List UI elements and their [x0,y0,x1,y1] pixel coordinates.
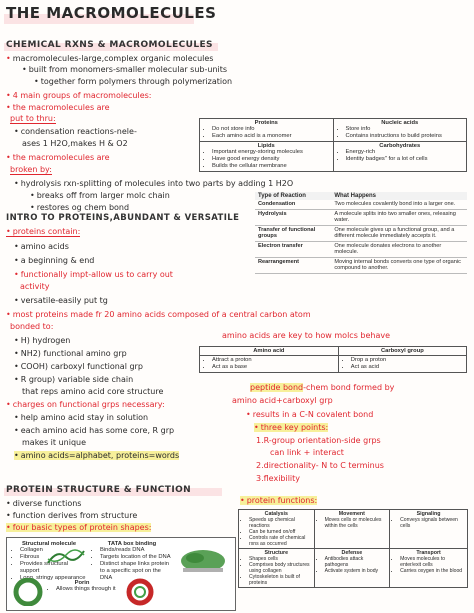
cell-heading: Carbohydrates [379,143,421,149]
col-header: Carboxyl group [338,347,466,356]
note-line: • condensation reactions-nele- [14,127,137,136]
note-line: 3.flexibility [256,474,301,483]
note-line: • R group) variable side chain [14,375,133,384]
reaction-desc: Two molecules covalently bond into a larger one. [331,200,467,209]
cell-item: • Important energy-storing molecules [212,149,330,156]
functions-heading: • protein functions: [240,496,317,505]
shape-item: • Collagen [20,547,87,554]
shape-porin [47,580,117,593]
cell-item: • Have good energy density [212,156,330,163]
note-line: amino acids are key to how molcs behave [222,331,391,340]
function-title: Defense [341,550,363,556]
function-item: • Can be turned on/off [249,529,311,535]
note-line: • H) hydrogen [14,336,70,345]
function-item: • Antibodies attack pathogens [325,556,387,568]
shape-item: • Allows things through it [56,586,117,593]
note-line: • diverse functions [6,499,81,508]
function-title: Transport [416,550,441,556]
note-line: 1.R-group orientation-side grps [256,436,381,445]
page-title: THE MACROMOLECULES [6,4,217,22]
function-item: • Carries oxygen in the blood [400,568,464,574]
note-line: • 4 main groups of macromolecules: [6,91,152,100]
note-text: -chem bond formed by [303,383,395,392]
shape-item: • Targets location of the DNA [100,554,173,561]
porin-protein-icon [13,578,43,606]
shape-tata [91,541,173,582]
cell-item: • Attract a proton [212,357,335,364]
note-line: • the macromolecules are [6,153,110,162]
note-line: • the macromolecules are [6,103,110,112]
note-line: • built from monomers-smaller molecular sub-units [22,65,227,74]
note-line: • charges on functional grps necessary: [6,400,165,409]
function-item: • Conveys signals between cells [400,517,464,529]
note-line: ases 1 H2O,makes H & O2 [22,139,128,148]
function-item: • Moves molecules to enter/exit cells [400,556,464,568]
cell-item: • Drop a proton [351,357,463,364]
reaction-type: Rearrangement [255,257,331,273]
function-item: • Activate system in body [325,568,387,574]
note-line: • proteins contain: [6,227,80,237]
shape-item: • Long, stringy appearance [20,575,87,582]
function-item: • Moves cells or molecules within the cells [325,517,387,529]
section-heading-structure: PROTEIN STRUCTURE & FUNCTION [6,485,192,495]
amino-carboxyl-table [199,346,467,373]
porin-protein-icon [125,578,155,606]
note-line: • together form polymers through polymerization [34,77,232,86]
term-peptide-bond: peptide bond [250,383,304,392]
col-header: What Happens [331,192,467,200]
section-heading-reactions: CHEMICAL RXNS & MACROMOLECULES [6,40,213,50]
function-item: • Shapes cells [249,556,311,562]
note-line: • most proteins made fr 20 amino acids composed of a central carbon atom [6,310,311,319]
reaction-desc: A molecule splits into two smaller ones, releasing water. [331,209,467,225]
reaction-desc: One molecule gives up a functional group, and a different molecule immediately accepts it. [331,225,467,241]
function-title: Signaling [416,511,441,517]
protein-shapes-figure [6,537,236,611]
shape-item: • Fibrous [20,554,87,561]
note-line: • functionally impt-allow us to carry out [14,270,173,279]
note-line: bonded to: [10,322,54,331]
shape-item: • Binds/reads DNA [100,547,173,554]
note-line: • COOH) carboxyl functional grp [14,362,143,371]
collagen-fiber-icon [47,547,85,567]
note-line: 2.directionality- N to C terminus [256,461,384,470]
tata-protein-icon [177,546,229,576]
function-item: • Speeds up chemical reactions [249,517,311,529]
note-line: • results in a C-N covalent bond [246,410,373,419]
cell-item: • Identity badges" for a lot of cells [346,156,464,163]
note-line-highlighted: • three key points: [254,423,328,432]
col-header: Type of Reaction [255,192,331,200]
section-heading-intro: INTRO TO PROTEINS,ABUNDANT & VERSATILE [6,213,240,223]
note-line: • amino acids [14,242,69,251]
shape-item: • Distinct shape links protein to a specific spot on the DNA [100,561,173,582]
reaction-desc: Moving internal bonds converts one type of organic compound to another. [331,257,467,273]
note-line: • macromolecules-large,complex organic molecules [6,54,213,63]
note-line: activity [20,282,50,291]
cell-item: • Act as a base [212,364,335,371]
note-line: broken by: [10,165,52,174]
cell-item: • Builds the cellular membrane [212,163,330,170]
note-line: • NH2) functional amino grp [14,349,127,358]
note-line: • function derives from structure [6,511,137,520]
note-line-highlighted: • amino acids=alphabet, proteins=words [14,451,179,460]
function-title: Structure [264,550,289,556]
note-line: • hydrolysis rxn-splitting of molecules into two parts by adding 1 H2O [14,179,293,188]
function-item: • Controls rate of chemical rxns as occurred [249,535,311,547]
note-line: • help amino acid stay in solution [14,413,148,422]
note-line: • a beginning & end [14,256,94,265]
reaction-type: Hydrolysis [255,209,331,225]
note-line: • breaks off from larger molc chain [30,191,170,200]
protein-functions-table [238,509,468,588]
reaction-type: Electron transfer [255,241,331,257]
shape-title: Structural molecule [21,541,77,547]
reaction-type: Condensation [255,200,331,209]
cell-heading: Nucleic acids [381,120,419,126]
peptide-bond-line [250,383,394,392]
note-line: can link + interact [270,448,344,457]
shape-title: Porin [74,580,90,586]
note-line: • each amino acid has some core, R grp [14,426,174,435]
cell-item: • Energy-rich [346,149,464,156]
function-item: • Cytoskeleton is built of proteins [249,574,311,586]
note-line: amino acid+carboxyl grp [232,396,333,405]
cell-item: • Contains instructions to build proteins [346,133,464,140]
shape-item: • Provides structural support [20,561,87,575]
cell-item: • Each amino acid is a monomer [212,133,330,140]
function-title: Movement [338,511,365,517]
col-header: Amino acid [200,347,339,356]
note-line: • versatile-easily put tg [14,296,108,305]
cell-heading: Lipids [257,143,275,149]
shape-title: TATA box binding [107,541,157,547]
note-line: • restores og chem bond [30,203,129,212]
function-title: Catalysis [264,511,288,517]
note-line: put to thru: [10,114,56,123]
macromolecules-table [199,118,467,172]
cell-item: • Do not store info [212,126,330,133]
note-line-highlighted: • four basic types of protein shapes: [6,523,151,532]
reaction-type: Transfer of functional groups [255,225,331,241]
reaction-table [255,192,467,274]
note-line: makes it unique [22,438,87,447]
cell-item: • Act as acid [351,364,463,371]
cell-item: • Store info [346,126,464,133]
function-item: • Comprises body structures using collagen [249,562,311,574]
cell-heading: Proteins [254,120,278,126]
reaction-desc: One molecule donates electrons to another molecule. [331,241,467,257]
note-line: that reps amino acid core structure [22,387,164,396]
